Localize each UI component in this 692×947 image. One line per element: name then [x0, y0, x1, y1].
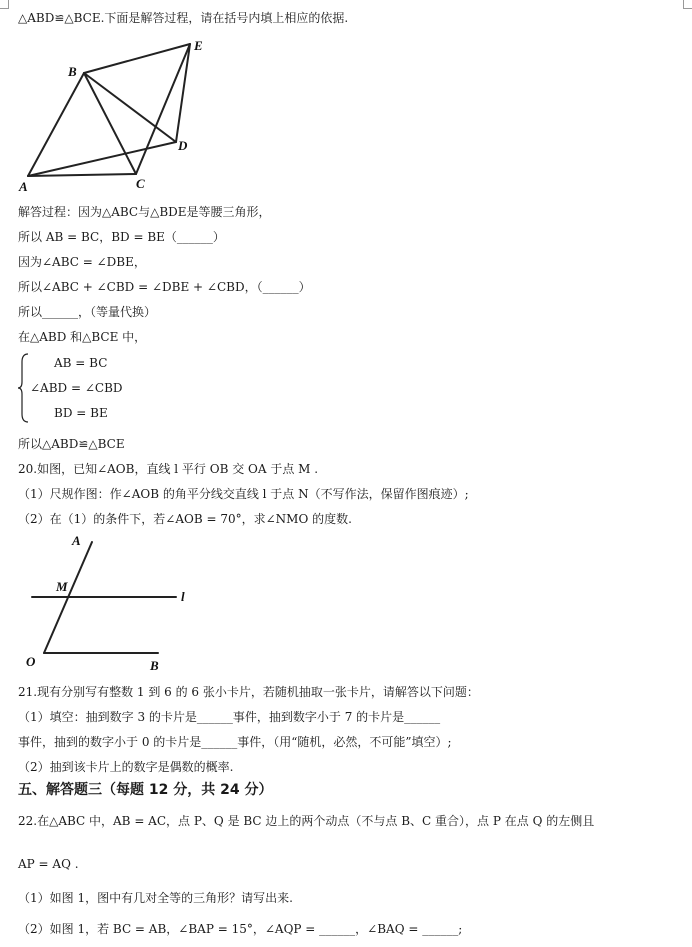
- figure-angle: [18, 530, 198, 679]
- solution-line-6: 在△ABD 和△BCE 中，: [18, 330, 147, 344]
- solution-line-4: 所以∠ABC + ∠CBD = ∠DBE + ∠CBD，（______）: [18, 280, 311, 294]
- label-b: B: [68, 64, 77, 79]
- equation-system: [18, 352, 158, 424]
- problem-22-statement-cont: AP = AQ .: [18, 857, 79, 871]
- solution-line-1: 解答过程：因为△ABC与△BDE是等腰三角形，: [18, 205, 271, 219]
- section-5-heading: 五、解答题三（每题 12 分，共 24 分）: [18, 782, 273, 798]
- label-l: l: [181, 589, 185, 604]
- segment-ce: [136, 44, 190, 174]
- page-corner-mark-right: [683, 0, 692, 9]
- system-row-2: ∠ABD = ∠CBD: [30, 381, 123, 395]
- system-row-1: AB = BC: [54, 356, 108, 370]
- problem-20-statement: 20.如图，已知∠AOB，直线 l 平行 OB 交 OA 于点 M .: [18, 462, 319, 476]
- segment-ad: [28, 142, 176, 176]
- problem-19-statement-end: △ABD≌△BCE.下面是解答过程，请在括号内填上相应的依据.: [18, 11, 349, 25]
- segment-bd: [84, 73, 176, 142]
- left-brace-icon: [18, 352, 30, 424]
- label-o: O: [26, 654, 36, 669]
- label-e: E: [194, 38, 203, 53]
- problem-21-part-2: （2）抽到该卡片上的数字是偶数的概率.: [18, 760, 234, 774]
- system-row-3: BD = BE: [54, 406, 108, 420]
- label-d: D: [178, 138, 188, 153]
- label-a: A: [72, 533, 81, 548]
- solution-line-5: 所以______，（等量代换）: [18, 305, 157, 319]
- solution-conclusion: 所以△ABD≌△BCE: [18, 437, 125, 451]
- problem-22-statement: 22.在△ABC 中，AB = AC，点 P、Q 是 BC 边上的两个动点（不与点 B、C 重合），点 P 在点 Q 的左侧且: [18, 814, 595, 828]
- problem-21-statement: 21.现有分别写有整数 1 到 6 的 6 张小卡片，若随机抽取一张卡片，请解答以下问题：: [18, 685, 479, 699]
- label-c: C: [136, 176, 145, 191]
- segment-ab: [28, 73, 84, 176]
- problem-20-part-1: （1）尺规作图：作∠AOB 的角平分线交直线 l 于点 N（不写作法，保留作图痕迹）;: [18, 487, 469, 501]
- page-corner-mark: [0, 0, 9, 9]
- label-m: M: [56, 579, 68, 594]
- label-b: B: [150, 658, 159, 673]
- problem-22-part-1: （1）如图 1，图中有几对全等的三角形？请写出来.: [18, 891, 293, 905]
- solution-line-3: 因为∠ABC = ∠DBE，: [18, 255, 146, 269]
- solution-line-2: 所以 AB = BC，BD = BE（______）: [18, 230, 225, 244]
- figure-triangles: [18, 36, 208, 200]
- segment-bc: [84, 73, 136, 174]
- problem-22-part-2: （2）如图 1，若 BC = AB，∠BAP = 15°，∠AQP = ______，∠BAQ = ______;: [18, 922, 463, 936]
- problem-20-part-2: （2）在（1）的条件下，若∠AOB = 70°，求∠NMO 的度数.: [18, 512, 352, 526]
- segment-ac: [28, 174, 136, 176]
- problem-21-part-1-cont: 事件，抽到的数字小于 0 的卡片是______事件，（用“随机，必然，不可能”填空）;: [18, 735, 452, 749]
- segment-be: [84, 44, 190, 73]
- problem-21-part-1: （1）填空：抽到数字 3 的卡片是______事件，抽到数字小于 7 的卡片是______: [18, 710, 441, 724]
- label-a: A: [19, 179, 28, 194]
